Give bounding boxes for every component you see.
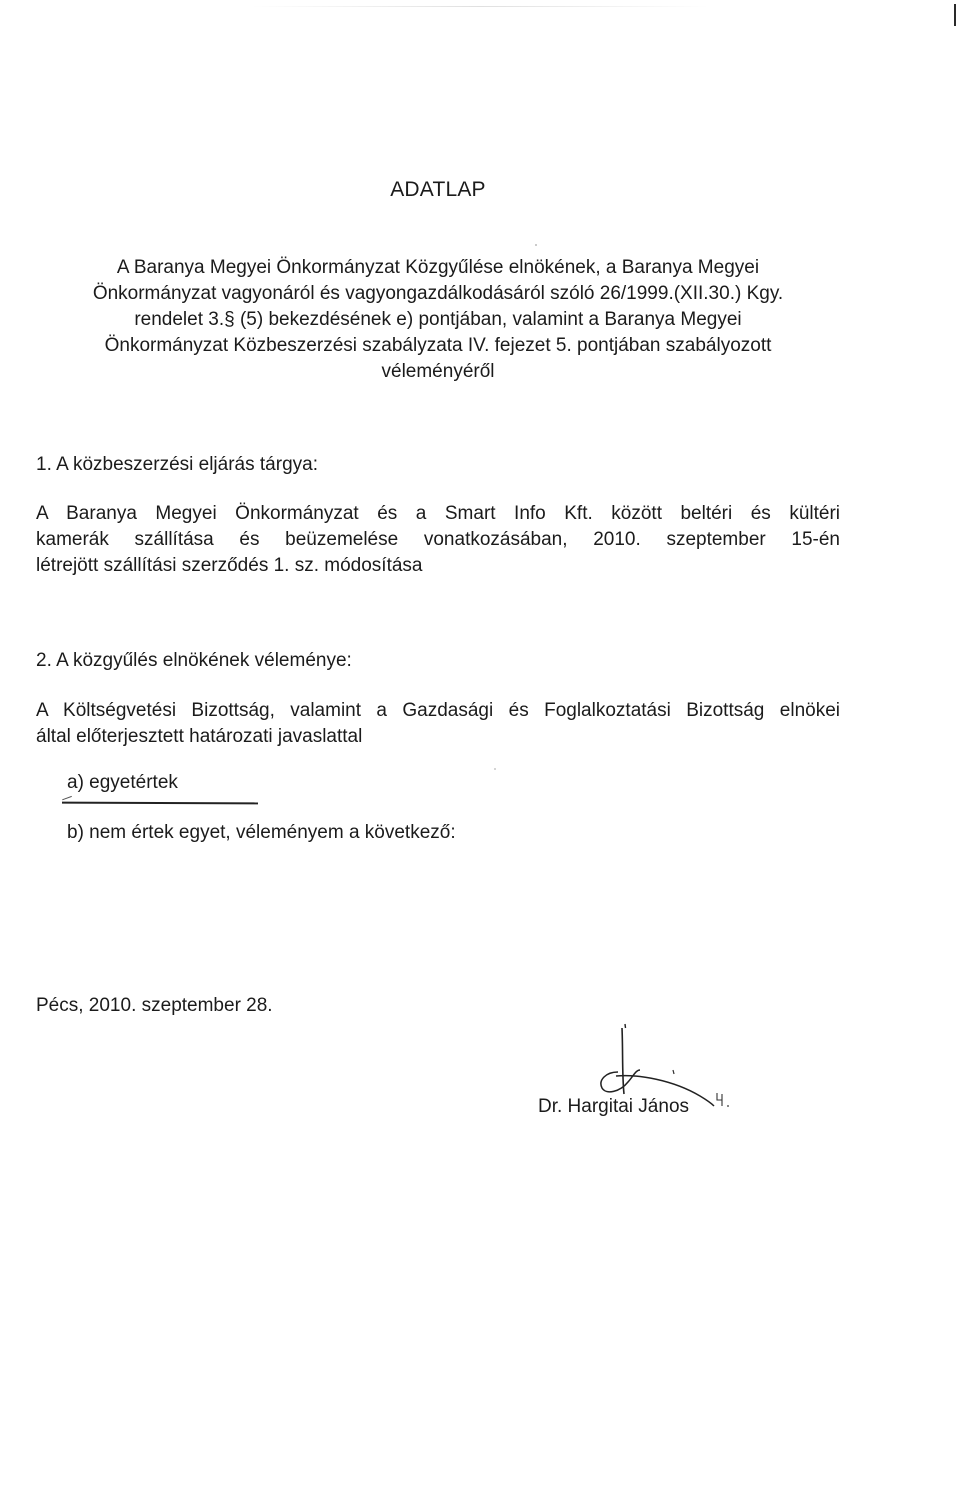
option-disagree: b) nem értek egyet, véleményem a következő: — [67, 822, 456, 843]
place-and-date: Pécs, 2010. szeptember 28. — [36, 995, 273, 1016]
section-2-line: által előterjesztett határozati javaslattal — [36, 726, 363, 747]
intro-paragraph — [36, 255, 840, 385]
option-agree-underline — [62, 802, 258, 804]
section-2-body — [36, 698, 840, 750]
option-agree: a) egyetértek — [67, 772, 178, 793]
initials-mark-icon — [714, 1090, 736, 1110]
section-1-line: kamerák szállítása és beüzemelése vonatkozásában, 2010. szeptember 15-én — [36, 529, 840, 550]
scan-artifact-line — [250, 6, 710, 7]
section-2-line: A Költségvetési Bizottság, valamint a Gazdasági és Foglalkoztatási Bizottság elnökei — [36, 700, 840, 721]
intro-line: véleményéről — [381, 361, 495, 382]
intro-line: rendelet 3.§ (5) bekezdésének e) pontjában, valamint a Baranya Megyei — [134, 309, 742, 330]
section-1-body — [36, 501, 840, 579]
section-1-line: létrejött szállítási szerződés 1. sz. módosítása — [36, 555, 423, 576]
intro-line: Önkormányzat vagyonáról és vagyongazdálkodásáról szóló 26/1999.(XII.30.) Kgy. — [92, 283, 784, 304]
signer-name: Dr. Hargitai János — [538, 1096, 690, 1117]
section-1-heading: 1. A közbeszerzési eljárás tárgya: — [36, 454, 318, 475]
intro-line: Önkormányzat Közbeszerzési szabályzata IV. fejezet 5. pontjában szabályozott — [104, 335, 772, 356]
scan-artifact-mark — [954, 4, 956, 26]
document-title: ADATLAP — [390, 178, 486, 201]
section-2-heading: 2. A közgyűlés elnökének véleménye: — [36, 650, 352, 671]
scan-speck — [494, 768, 496, 770]
section-1-line: A Baranya Megyei Önkormányzat és a Smart Info Kft. között beltéri és kültéri — [36, 503, 840, 524]
intro-line: A Baranya Megyei Önkormányzat Közgyűlése elnökének, a Baranya Megyei — [116, 257, 760, 278]
scan-speck — [535, 244, 537, 246]
